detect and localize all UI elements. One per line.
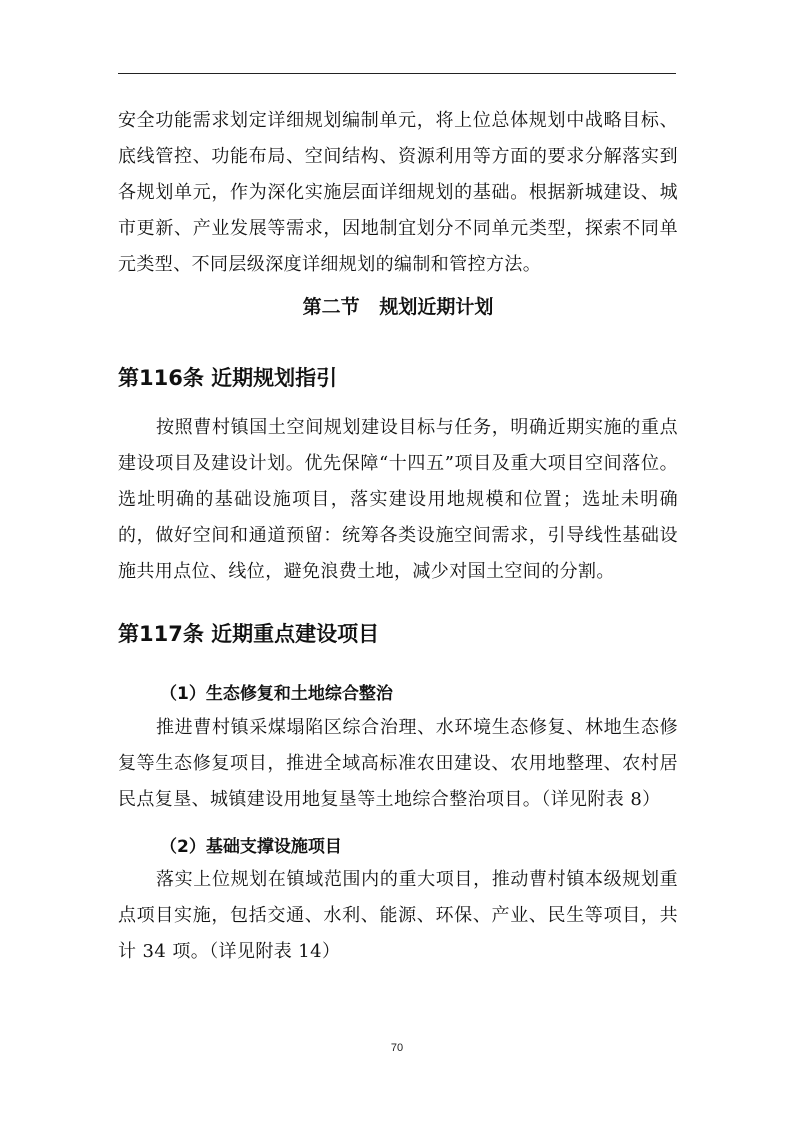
item-1-heading: （1）生态修复和土地综合整治 (160, 684, 393, 704)
section-title: 第二节 规划近期计划 (302, 296, 494, 318)
item-2-body: 落实上位规划在镇域范围内的重大项目，推动曹村镇本级规划重点项目实施，包括交通、水利、能源、环保、产业、民生等项目，共计 34 项。（详见附表 14） (118, 869, 678, 962)
page-number: 70 (390, 1042, 404, 1054)
article-116-title: 第116条 近期规划指引 (118, 366, 338, 390)
intro-paragraph: 安全功能需求划定详细规划编制单元，将上位总体规划中战略目标、底线管控、功能布局、空间结构、资源利用等方面的要求分解落实到各规划单元，作为深化实施层面详细规划的基础。根据新城建设、城市更新、产业发展等需求，因地制宜划分不同单元类型，探索不同单元类型、不同层级深度详细规划的编制和管控方法。 (118, 110, 678, 275)
header-rule (118, 73, 676, 74)
article-117-title: 第117条 近期重点建设项目 (118, 622, 380, 646)
item-2-heading: （2）基础支撑设施项目 (160, 837, 342, 857)
item-1-body: 推进曹村镇采煤塌陷区综合治理、水环境生态修复、林地生态修复等生态修复项目，推进全域高标准农田建设、农用地整理、农村居民点复垦、城镇建设用地复垦等土地综合整治项目。（详见附表 8） (118, 717, 678, 810)
article-116-body: 按照曹村镇国土空间规划建设目标与任务，明确近期实施的重点建设项目及建设计划。优先保障“十四五”项目及重大项目空间落位。选址明确的基础设施项目，落实建设用地规模和位置；选址未明确的，做好空间和通道预留：统筹各类设施空间需求，引导线性基础设施共用点位、线位，避免浪费土地，减少对国土空间的分割。 (118, 417, 678, 582)
